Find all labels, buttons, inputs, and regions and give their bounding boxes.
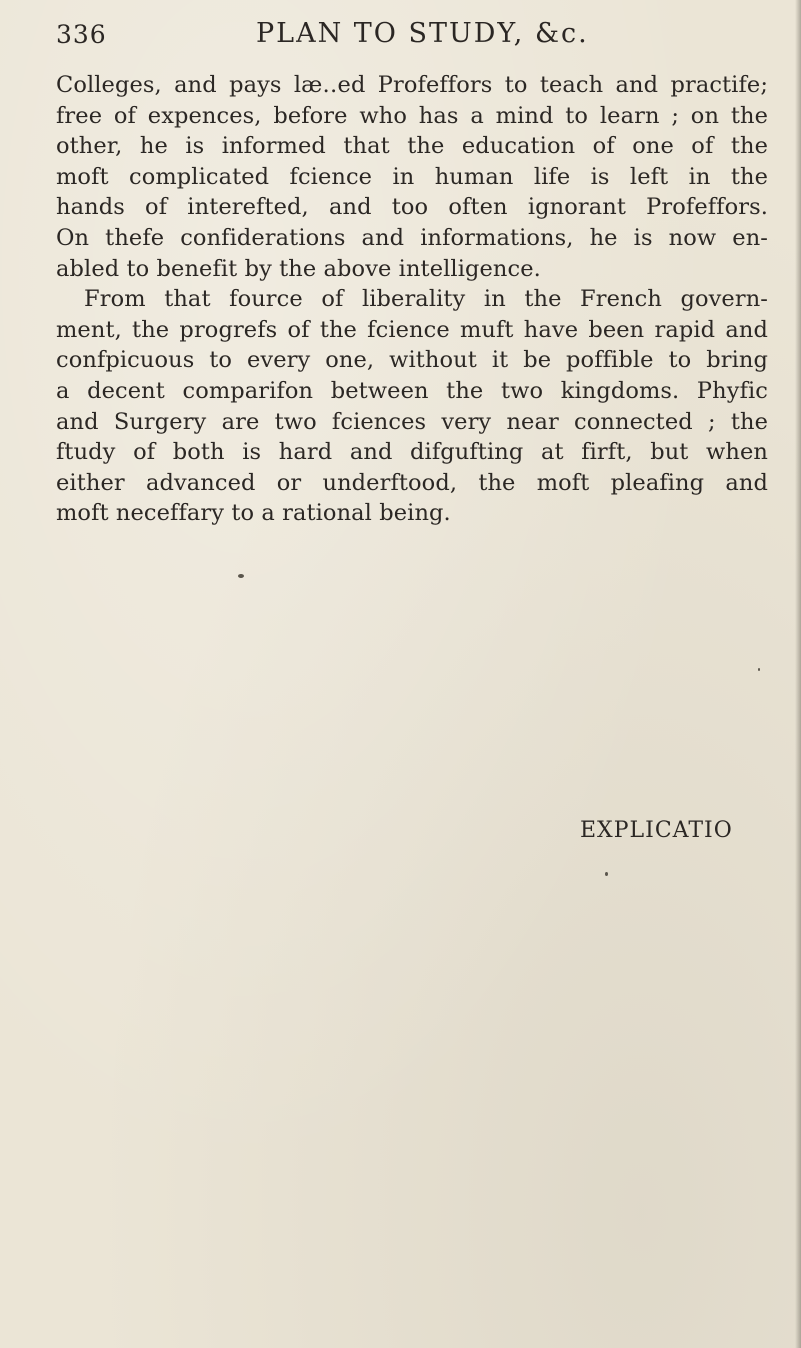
text-line: ftudy of both is hard and difgufting at firft, but when bbox=[56, 439, 768, 466]
text-line: abled to benefit by the above intelligence. bbox=[56, 255, 541, 282]
text-line: On thefe confiderations and informations, he is now en- bbox=[56, 224, 768, 251]
text-line: Colleges, and pays læ‥ed Profeffors to teach and practife; bbox=[56, 72, 768, 98]
text-line: moft neceffary to a rational being. bbox=[56, 500, 451, 527]
page-header bbox=[56, 8, 756, 56]
text-line: other, he is informed that the education of one of the bbox=[56, 133, 768, 160]
ink-speck bbox=[605, 872, 608, 876]
page-edge-shadow bbox=[795, 0, 801, 1348]
text-line: free of expences, before who has a mind to learn ; on the bbox=[56, 102, 768, 129]
ink-speck bbox=[238, 574, 244, 578]
text-line: moft complicated fcience in human life is left in the bbox=[56, 163, 768, 190]
catchword: EXPLICATIO bbox=[580, 818, 733, 843]
body-text bbox=[56, 70, 768, 529]
text-line: a decent comparifon between the two kingdoms. Phyfic bbox=[56, 377, 768, 404]
text-line: confpicuous to every one, without it be poffible to bring bbox=[56, 347, 768, 374]
page-number: 336 bbox=[56, 20, 107, 49]
text-line: hands of interefted, and too often ignorant Profeffors. bbox=[56, 194, 768, 221]
ink-speck bbox=[758, 668, 760, 671]
text-line: From that fource of liberality in the French govern- bbox=[84, 286, 768, 313]
text-line: and Surgery are two fciences very near connected ; the bbox=[56, 408, 768, 435]
running-head: PLAN TO STUDY, &c. bbox=[256, 18, 589, 49]
text-line: either advanced or underftood, the moft pleafing and bbox=[56, 469, 768, 496]
text-line: ment, the progrefs of the fcience muft have been rapid and bbox=[56, 316, 768, 343]
